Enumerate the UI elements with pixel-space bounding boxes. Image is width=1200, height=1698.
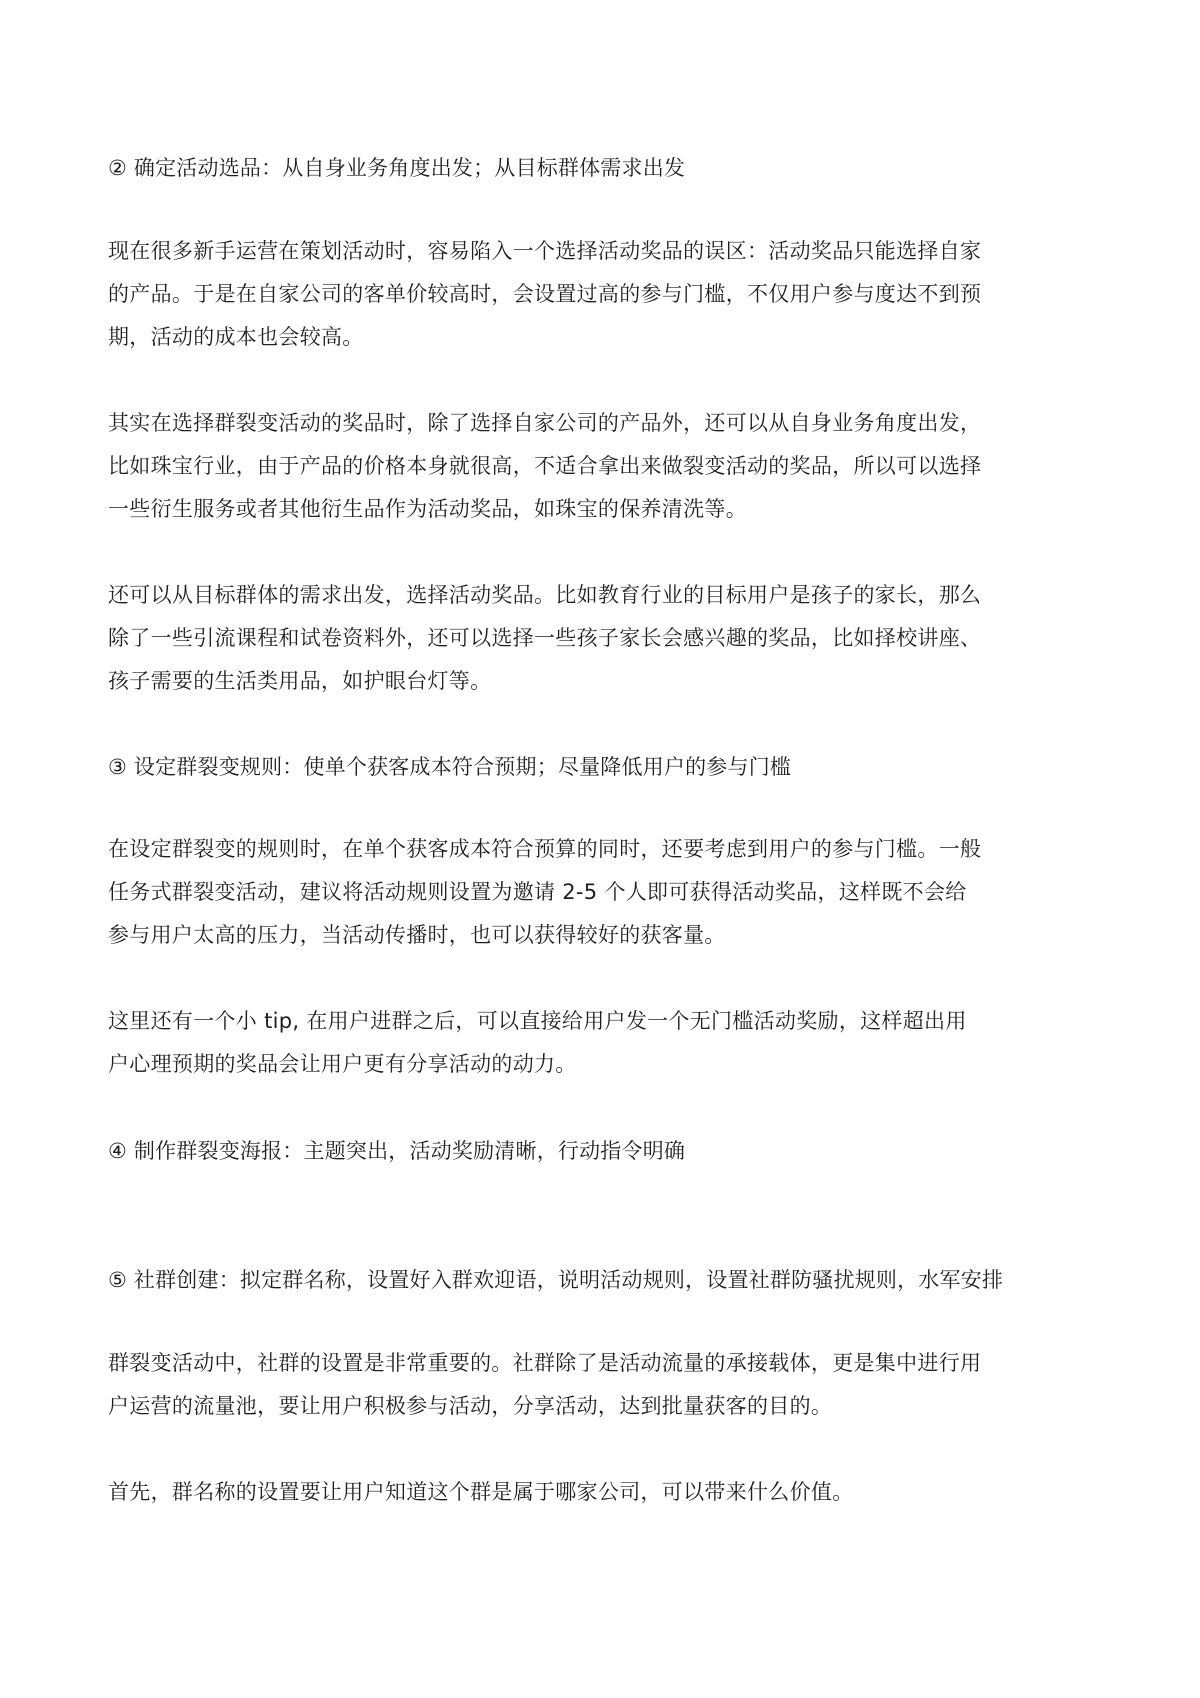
paragraph-line: 任务式群裂变活动，建议将活动规则设置为邀请 2-5 个人即可获得活动奖品，这样既不会给 [108,880,967,904]
paragraph-line: 一些衍生服务或者其他衍生品作为活动奖品，如珠宝的保养清洗等。 [108,497,747,521]
paragraph-line: 比如珠宝行业，由于产品的价格本身就很高，不适合拿出来做裂变活动的奖品，所以可以选择 [108,454,982,478]
paragraph [108,230,1098,359]
paragraph [108,574,1098,703]
section-heading-2: ② 确定活动选品：从自身业务角度出发；从目标群体需求出发 [108,156,686,180]
paragraph-line: 期，活动的成本也会较高。 [108,325,364,349]
paragraph-line: 参与用户太高的压力，当活动传播时，也可以获得较好的获客量。 [108,923,726,947]
paragraph-line: 户心理预期的奖品会让用户更有分享活动的动力。 [108,1052,577,1076]
paragraph-line: 其实在选择群裂变活动的奖品时，除了选择自家公司的产品外，还可以从自身业务角度出发， [108,411,982,435]
paragraph-line: 群裂变活动中，社群的设置是非常重要的。社群除了是活动流量的承接载体，更是集中进行用 [108,1351,982,1375]
paragraph-line: 还可以从目标群体的需求出发，选择活动奖品。比如教育行业的目标用户是孩子的家长，那么 [108,583,982,607]
section-heading-3: ③ 设定群裂变规则：使单个获客成本符合预期；尽量降低用户的参与门槛 [108,755,792,779]
paragraph-line: 这里还有一个小 tip, 在用户进群之后，可以直接给用户发一个无门槛活动奖励，这样超出用 [108,1009,967,1033]
paragraph [108,828,1098,957]
paragraph [108,1342,1098,1428]
paragraph-line: 在设定群裂变的规则时，在单个获客成本符合预算的同时，还要考虑到用户的参与门槛。一般 [108,837,982,861]
paragraph [108,1000,1098,1086]
paragraph-line: 现在很多新手运营在策划活动时，容易陷入一个选择活动奖品的误区：活动奖品只能选择自家 [108,239,982,263]
section-heading-4: ④ 制作群裂变海报：主题突出，活动奖励清晰，行动指令明确 [108,1139,686,1163]
paragraph-line: 户运营的流量池，要让用户积极参与活动，分享活动，达到批量获客的目的。 [108,1394,833,1418]
paragraph-line: 除了一些引流课程和试卷资料外，还可以选择一些孩子家长会感兴趣的奖品，比如择校讲座、 [108,626,982,650]
section-heading-5: ⑤ 社群创建：拟定群名称，设置好入群欢迎语，说明活动规则，设置社群防骚扰规则，水军安排 [108,1268,1004,1292]
paragraph-line: 首先，群名称的设置要让用户知道这个群是属于哪家公司，可以带来什么价值。 [108,1480,854,1504]
paragraph-line: 的产品。于是在自家公司的客单价较高时，会设置过高的参与门槛，不仅用户参与度达不到预 [108,282,982,306]
paragraph [108,402,1098,531]
paragraph [108,1471,1098,1514]
paragraph-line: 孩子需要的生活类用品，如护眼台灯等。 [108,669,492,693]
